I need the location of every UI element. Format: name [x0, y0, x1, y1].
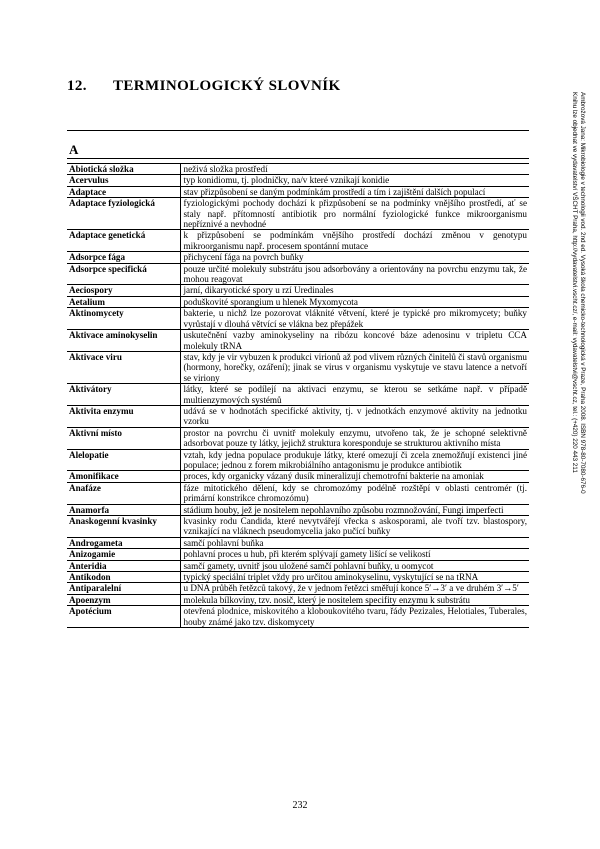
glossary-row — [67, 384, 529, 406]
glossary-row — [67, 308, 529, 330]
page-number: 232 — [292, 800, 308, 811]
glossary-term: Anteridia — [67, 560, 180, 571]
glossary-definition: látky, které se podílejí na aktivaci enzymu, se kterou se setkáme např. v případě multienzymových systémů — [180, 384, 529, 406]
chapter-number: 12. — [67, 78, 87, 94]
glossary-row — [67, 594, 529, 605]
glossary-definition: jarní, dikaryotické spory u rzí Uredinales — [180, 285, 529, 296]
glossary-term: Anafáze — [67, 482, 180, 504]
glossary-term: Androgameta — [67, 537, 180, 548]
glossary-row — [67, 230, 529, 252]
glossary-definition: k přizpůsobení se podmínkám vnějšího prostředí dochází změnou v genotypu mikroorganismu např. procesem spontánní mutace — [180, 230, 529, 252]
glossary-table — [67, 163, 529, 628]
glossary-term: Adsorpce fága — [67, 252, 180, 263]
glossary-row — [67, 330, 529, 352]
glossary-row — [67, 516, 529, 538]
glossary-row — [67, 471, 529, 482]
glossary-definition: vztah, kdy jedna populace produkuje látky, které omezují či zcela znemožňují existenci jiné populace; jednou z forem mikrobiálního antagonismu je produkce antibiotik — [180, 449, 529, 471]
glossary-term: Anamorfa — [67, 504, 180, 515]
glossary-row — [67, 285, 529, 296]
glossary-term: Apotécium — [67, 606, 180, 628]
glossary-row — [67, 198, 529, 230]
glossary-definition: prostor na povrchu či uvnitř molekuly enzymu, utvořeno tak, že je schopné selektivně adsorbovat pouze ty látky, jejichž struktura koresponduje se strukturou aktivního místa — [180, 427, 529, 449]
glossary-term: Aktivní místo — [67, 427, 180, 449]
glossary-definition: stádium houby, jež je nositelem nepohlavního způsobu rozmnožování, Fungi imperfecti — [180, 504, 529, 515]
side-note-citation: Ambrožová Jana: Mikrobiologie v technologii vod. 2nd ed. Vysoká škola chemicko-technologická v Praze, Praha 2008. ISBN 978-80-7080-676-0 — [579, 92, 586, 494]
glossary-row — [67, 164, 529, 175]
glossary-term: Aetalium — [67, 296, 180, 307]
glossary-row — [67, 572, 529, 583]
glossary-row — [67, 175, 529, 186]
glossary-term: Antikodon — [67, 572, 180, 583]
section-bottom-rule — [67, 158, 529, 159]
glossary-row — [67, 549, 529, 560]
chapter-title: TERMINOLOGICKÝ SLOVNÍK — [113, 78, 341, 94]
glossary-definition: uskutečnění vazby aminokyseliny na ribózu koncové báze adenosinu v tripletu CCA molekuly tRNA — [180, 330, 529, 352]
glossary-definition: typický speciální triplet vždy pro určitou aminokyselinu, vyskytující se na tRNA — [180, 572, 529, 583]
glossary-term: Apoenzym — [67, 594, 180, 605]
glossary-definition: poduškovité sporangium u hlenek Myxomycota — [180, 296, 529, 307]
glossary-term: Adaptace fyziologická — [67, 198, 180, 230]
glossary-row — [67, 186, 529, 197]
side-note-contact: Knihu lze objednat ve vydavatelství VŠCHT Praha, http://vydavatelstvi.vscht.cz/, e-mail: vydavatelstvi@vscht.cz, tel.: (+420) 220 443 211 — [570, 92, 578, 473]
glossary-definition: fáze mitotického dělení, kdy se chromozómy podélně rozštěpí v oblasti centromér (tj. primární konstrikce chromozómu) — [180, 482, 529, 504]
glossary-row — [67, 606, 529, 628]
glossary-definition: otevřená plodnice, miskovitého a kloboukovitého tvaru, řády Pezizales, Helotiales, Tuberales, houby známé jako tzv. diskomycety — [180, 606, 529, 628]
glossary-definition: bakterie, u nichž lze pozorovat vláknité větvení, které je typické pro mikromycety; buňky vyrůstají v dlouhá větvící se vlákna bez přepážek — [180, 308, 529, 330]
glossary-term: Aktinomycety — [67, 308, 180, 330]
glossary-row — [67, 537, 529, 548]
section-letter: A — [69, 142, 79, 157]
section-top-rule — [67, 130, 529, 131]
glossary-term: Adaptace genetická — [67, 230, 180, 252]
glossary-term: Acervulus — [67, 175, 180, 186]
glossary-term: Aktivace viru — [67, 351, 180, 383]
glossary-term: Abiotická složka — [67, 164, 180, 175]
glossary-term: Adsorpce specifická — [67, 263, 180, 285]
glossary-definition: fyziologickými pochody dochází k přizpůsobení se na podmínky vnějšího prostředí, ať se staly např. přítomností antibiotik pro normální fyziologické funkce mikroorganismu nepříznivé a nevhodné — [180, 198, 529, 230]
glossary-row — [67, 405, 529, 427]
glossary-term: Aeciospory — [67, 285, 180, 296]
glossary-term: Anaskogenní kvasinky — [67, 516, 180, 538]
glossary-row — [67, 504, 529, 515]
glossary-definition: přichycení fága na povrch buňky — [180, 252, 529, 263]
glossary-definition: samčí pohlavní buňka — [180, 537, 529, 548]
glossary-definition: pouze určité molekuly substrátu jsou adsorbovány a orientovány na povrchu enzymu tak, že mohou reagovat — [180, 263, 529, 285]
glossary-row — [67, 252, 529, 263]
glossary-row — [67, 482, 529, 504]
glossary-definition: proces, kdy organicky vázaný dusík mineralizují chemotrofní bakterie na amoniak — [180, 471, 529, 482]
glossary-term: Adaptace — [67, 186, 180, 197]
glossary-row — [67, 351, 529, 383]
glossary-row — [67, 427, 529, 449]
glossary-term: Amonifikace — [67, 471, 180, 482]
glossary-definition: stav, kdy je vir vybuzen k produkci virionů až pod vlivem různých činitelů či stavů organismu (hormony, horečky, ozáření); jinak se virus v organismu vyskytuje ve stavu latence a netvoří se viriony — [180, 351, 529, 383]
glossary-definition: stav přizpůsobení se daným podmínkám prostředí a tím i zajištění dalších populací — [180, 186, 529, 197]
chapter-heading — [67, 78, 341, 95]
glossary-row — [67, 263, 529, 285]
glossary-term: Aktivita enzymu — [67, 405, 180, 427]
glossary-definition: neživá složka prostředí — [180, 164, 529, 175]
glossary-term: Aktivace aminokyselin — [67, 330, 180, 352]
glossary-definition: udává se v hodnotách specifické aktivity, tj. v jednotkách enzymové aktivity na jednotku vzorku — [180, 405, 529, 427]
glossary-row — [67, 583, 529, 594]
glossary-definition: pohlavní proces u hub, při kterém splývají gamety lišící se velikostí — [180, 549, 529, 560]
glossary-definition: molekula bílkoviny, tzv. nosič, který je nositelem specifity enzymu k substrátu — [180, 594, 529, 605]
glossary-row — [67, 296, 529, 307]
glossary-definition: samčí gamety, uvnitř jsou uložené samčí pohlavní buňky, u oomycot — [180, 560, 529, 571]
glossary-definition: typ konidiomu, tj. plodničky, na/v které vznikají konidie — [180, 175, 529, 186]
glossary-definition: u DNA průběh řetězců takový, že v jednom řetězci směřují konce 5′→3′ a ve druhém 3′→5′ — [180, 583, 529, 594]
glossary-row — [67, 449, 529, 471]
glossary-term: Anizogamie — [67, 549, 180, 560]
glossary-term: Aktivátory — [67, 384, 180, 406]
glossary-term: Antiparalelní — [67, 583, 180, 594]
side-note — [556, 92, 586, 572]
glossary-term: Alelopatie — [67, 449, 180, 471]
glossary-definition: kvasinky rodu Candida, které nevytvářejí vřecka s askosporami, ale tvoří tzv. blastospory, vznikající na vláknech pseudomycelia jako pučící buňky — [180, 516, 529, 538]
glossary-row — [67, 560, 529, 571]
